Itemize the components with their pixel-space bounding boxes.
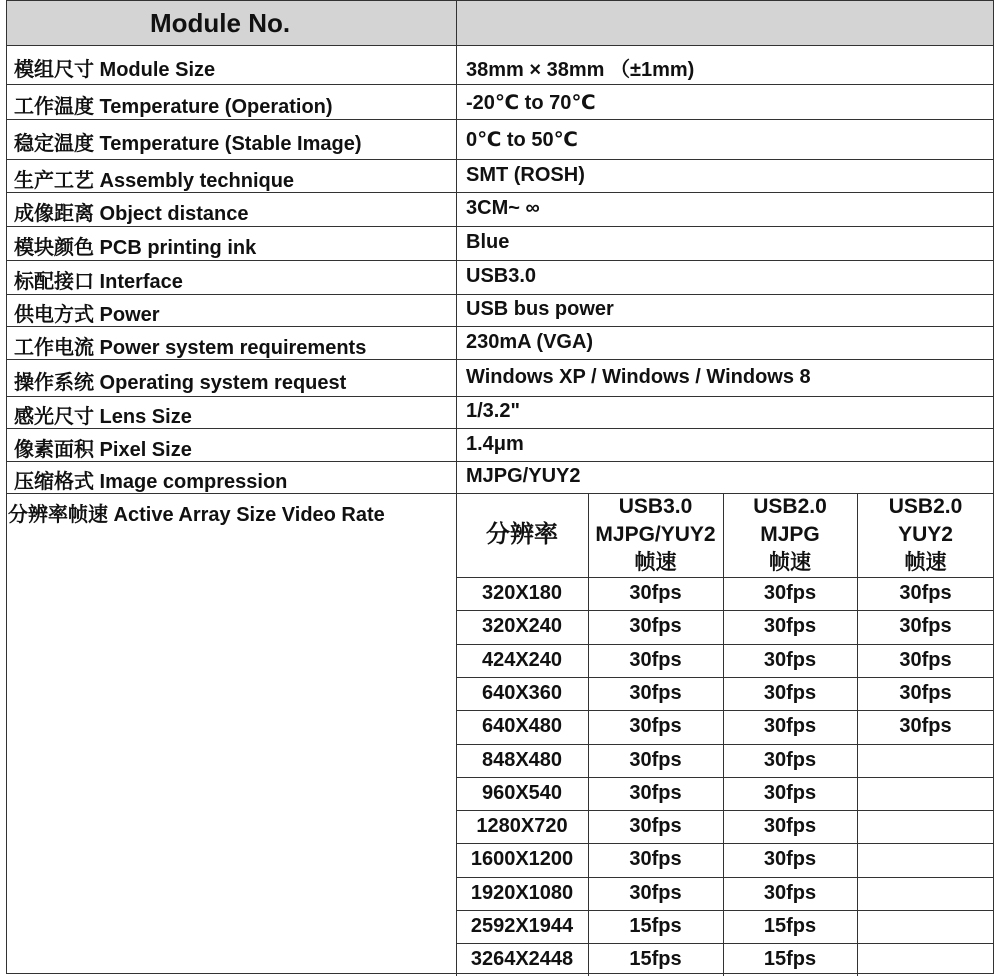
resolution-cell: 848X480 <box>481 748 563 771</box>
resolution-cell: 1920X1080 <box>470 881 574 904</box>
spec-value: Windows XP / Windows / Windows 8 <box>466 365 811 388</box>
resolution-cell: 3264X2448 <box>470 948 574 971</box>
spec-label: 标配接口 Interface <box>14 271 183 293</box>
framerate-cell <box>857 843 994 876</box>
spec-value: USB3.0 <box>466 265 537 287</box>
spec-value: USB bus power <box>466 298 614 320</box>
resolution-cell: 424X240 <box>481 648 563 671</box>
framerate-cell <box>857 910 994 943</box>
framerate-cell <box>857 777 994 810</box>
spec-value: Blue <box>466 231 510 253</box>
framerate-header: MJPG <box>760 523 820 546</box>
framerate-cell: 30fps <box>629 715 682 738</box>
spec-value: 1.4μm <box>466 432 524 455</box>
framerate-cell: 30fps <box>629 615 682 638</box>
row-divider <box>6 260 994 261</box>
framerate-cell: 30fps <box>899 582 952 604</box>
video-rate-label: 分辨率帧速 Active Array Size Video Rate <box>8 504 385 526</box>
row-divider <box>6 45 994 46</box>
framerate-cell: 30fps <box>763 848 817 871</box>
resolution-header: 分辨率 <box>486 521 558 548</box>
framerate-cell: 30fps <box>629 848 682 871</box>
framerate-cell: 30fps <box>899 715 952 738</box>
spec-label: 像素面积 Pixel Size <box>14 438 192 461</box>
framerate-cell: 30fps <box>763 582 817 604</box>
spec-label: 成像距离 Object distance <box>14 203 249 225</box>
framerate-cell: 30fps <box>899 648 952 671</box>
spec-label: 模组尺寸 Module Size <box>14 58 216 81</box>
spec-value: 38mm × 38mm （±1mm) <box>466 58 695 81</box>
framerate-cell: 30fps <box>629 681 682 704</box>
framerate-header: USB2.0 <box>753 495 827 518</box>
resolution-cell: 1600X1200 <box>470 848 574 871</box>
framerate-cell: 30fps <box>629 748 682 771</box>
framerate-header: MJPG/YUY2 <box>595 523 716 546</box>
resolution-cell: 640X480 <box>481 715 563 738</box>
row-divider <box>6 84 994 85</box>
row-divider <box>6 119 994 120</box>
spec-label: 感光尺寸 Lens Size <box>14 406 192 428</box>
framerate-cell: 15fps <box>629 948 682 971</box>
framerate-header: 帧速 <box>634 551 677 574</box>
spec-value: 230mA (VGA) <box>466 330 594 353</box>
framerate-cell <box>857 744 994 777</box>
framerate-cell: 30fps <box>763 615 817 638</box>
framerate-cell: 30fps <box>763 815 817 838</box>
spec-label: 供电方式 Power <box>14 304 160 326</box>
spec-label: 工作温度 Temperature (Operation) <box>14 95 333 118</box>
resolution-cell: 2592X1944 <box>470 915 574 937</box>
spec-value: 1/3.2" <box>466 400 520 422</box>
framerate-cell: 30fps <box>763 715 817 738</box>
spec-value: MJPG/YUY2 <box>466 465 581 487</box>
resolution-cell: 1280X720 <box>476 815 568 838</box>
resolution-cell: 640X360 <box>481 681 563 704</box>
spec-label: 稳定温度 Temperature (Stable Image) <box>14 133 362 155</box>
spec-value: 0℃ to 50℃ <box>466 129 578 151</box>
resolution-cell: 320X240 <box>481 615 563 638</box>
spec-label: 压缩格式 Image compression <box>14 471 288 493</box>
spec-label: 工作电流 Power system requirements <box>14 336 367 359</box>
row-divider <box>6 226 994 227</box>
framerate-cell: 30fps <box>629 582 682 604</box>
framerate-header: 帧速 <box>904 551 947 574</box>
resolution-cell: 320X180 <box>481 582 563 604</box>
framerate-cell: 30fps <box>899 681 952 704</box>
spec-value: -20℃ to 70℃ <box>466 91 596 114</box>
resolution-cell: 960X540 <box>481 781 563 804</box>
spec-value: SMT (ROSH) <box>466 163 585 186</box>
row-divider <box>6 396 994 397</box>
framerate-cell: 30fps <box>763 748 817 771</box>
framerate-cell: 30fps <box>763 881 817 904</box>
framerate-cell: 30fps <box>763 681 817 704</box>
spec-label: 生产工艺 Assembly technique <box>14 169 295 192</box>
framerate-cell: 15fps <box>763 915 817 937</box>
framerate-cell: 30fps <box>629 881 682 904</box>
framerate-cell: 30fps <box>629 781 682 804</box>
row-divider <box>6 159 994 160</box>
framerate-header: YUY2 <box>898 523 953 546</box>
spec-value: 3CM~ ∞ <box>466 197 540 219</box>
spec-label: 模块颜色 PCB printing ink <box>14 237 257 259</box>
page-title: Module No. <box>150 8 291 38</box>
framerate-cell: 15fps <box>763 948 817 971</box>
framerate-header: 帧速 <box>769 551 811 574</box>
row-divider <box>6 294 994 295</box>
framerate-cell: 30fps <box>629 815 682 838</box>
framerate-header: USB3.0 <box>618 495 693 518</box>
framerate-cell: 15fps <box>629 915 682 937</box>
framerate-cell: 30fps <box>629 648 682 671</box>
spec-label: 操作系统 Operating system request <box>14 371 347 394</box>
framerate-cell <box>857 877 994 910</box>
framerate-cell <box>857 943 994 976</box>
framerate-cell: 30fps <box>763 781 817 804</box>
framerate-cell: 30fps <box>763 648 817 671</box>
framerate-header: USB2.0 <box>888 495 963 518</box>
framerate-cell <box>857 810 994 843</box>
framerate-cell: 30fps <box>899 615 952 638</box>
